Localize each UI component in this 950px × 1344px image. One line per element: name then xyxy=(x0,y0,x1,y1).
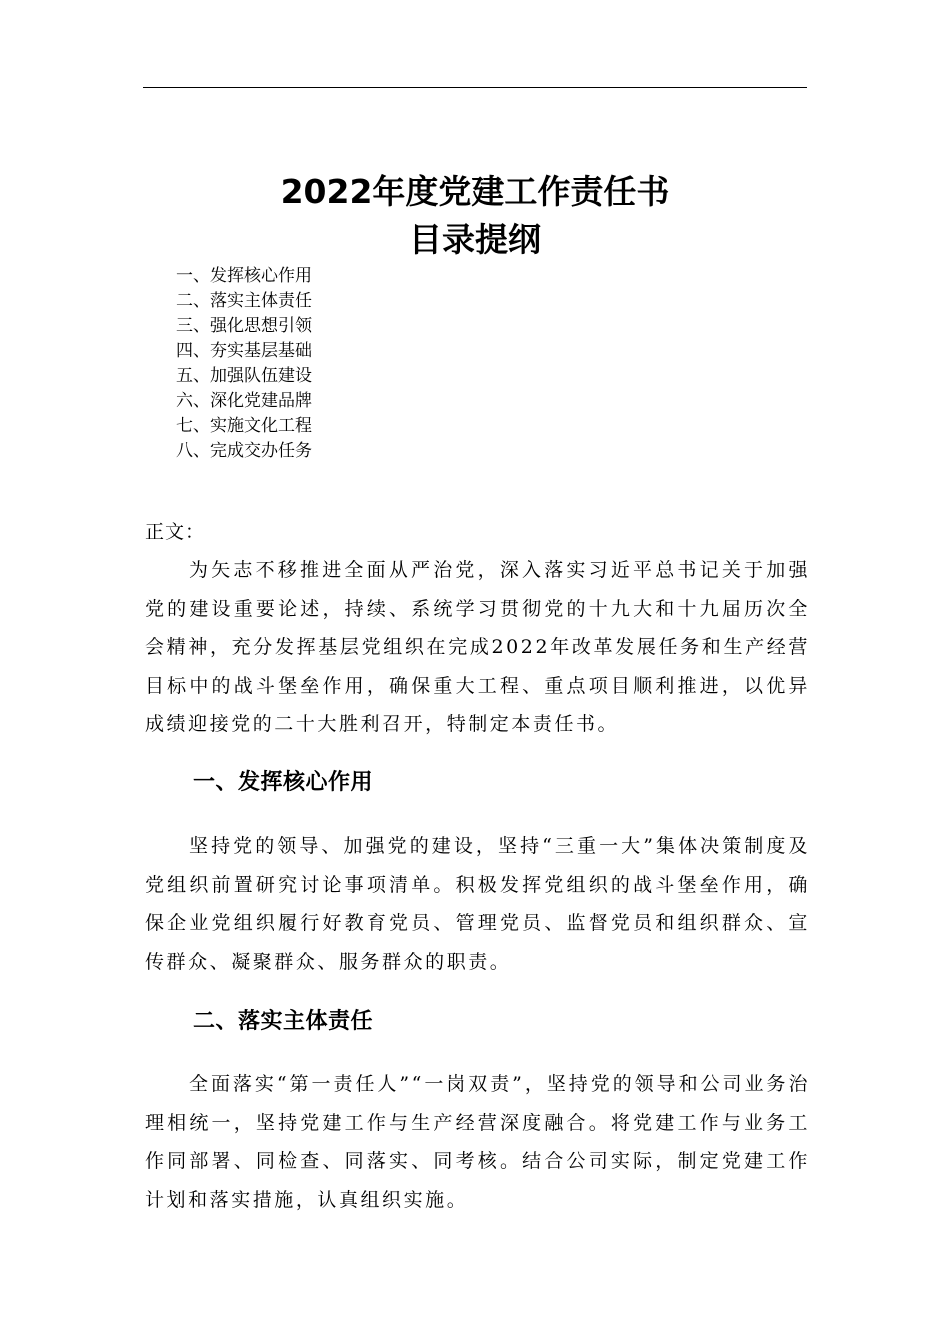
intro-paragraph: 为矢志不移推进全面从严治党，深入落实习近平总书记关于加强党的建设重要论述，持续、系统学习贯彻党的十九大和十九届历次全会精神，充分发挥基层党组织在完成2022年改革发展任务和生产经营目标中的战斗堡垒作用，确保重大工程、重点项目顺利推进，以优异成绩迎接党的二十大胜利召开，特制定本责任书。 xyxy=(145,559,810,735)
toc-item-6: 六、深化党建品牌 xyxy=(176,391,312,411)
document-title: 2022年度党建工作责任书 xyxy=(280,172,670,211)
header-rule xyxy=(143,87,807,88)
section-heading-1: 一、发挥核心作用 xyxy=(193,770,374,795)
toc-item-5: 五、加强队伍建设 xyxy=(176,366,312,386)
main-text-label: 正文： xyxy=(145,521,206,543)
toc-item-4: 四、夯实基层基础 xyxy=(176,341,312,361)
section-heading-2: 二、落实主体责任 xyxy=(193,1009,374,1034)
section-paragraph-1: 坚持党的领导、加强党的建设，坚持“三重一大”集体决策制度及党组织前置研究讨论事项清单。积极发挥党组织的战斗堡垒作用，确保企业党组织履行好教育党员、管理党员、监督党员和组织群众、宣传群众、凝聚群众、服务群众的职责。 xyxy=(145,835,810,973)
toc-item-7: 七、实施文化工程 xyxy=(176,416,312,436)
toc-item-1: 一、发挥核心作用 xyxy=(176,266,312,286)
toc-item-3: 三、强化思想引领 xyxy=(176,316,312,336)
section-paragraph-2: 全面落实“第一责任人”“一岗双责”，坚持党的领导和公司业务治理相统一，坚持党建工作与生产经营深度融合。将党建工作与业务工作同部署、同检查、同落实、同考核。结合公司实际，制定党建工作计划和落实措施，认真组织实施。 xyxy=(145,1073,810,1211)
toc-item-8: 八、完成交办任务 xyxy=(176,441,312,461)
document-subtitle: 目录提纲 xyxy=(409,220,541,259)
table-of-contents xyxy=(176,264,312,464)
toc-item-2: 二、落实主体责任 xyxy=(176,291,312,311)
